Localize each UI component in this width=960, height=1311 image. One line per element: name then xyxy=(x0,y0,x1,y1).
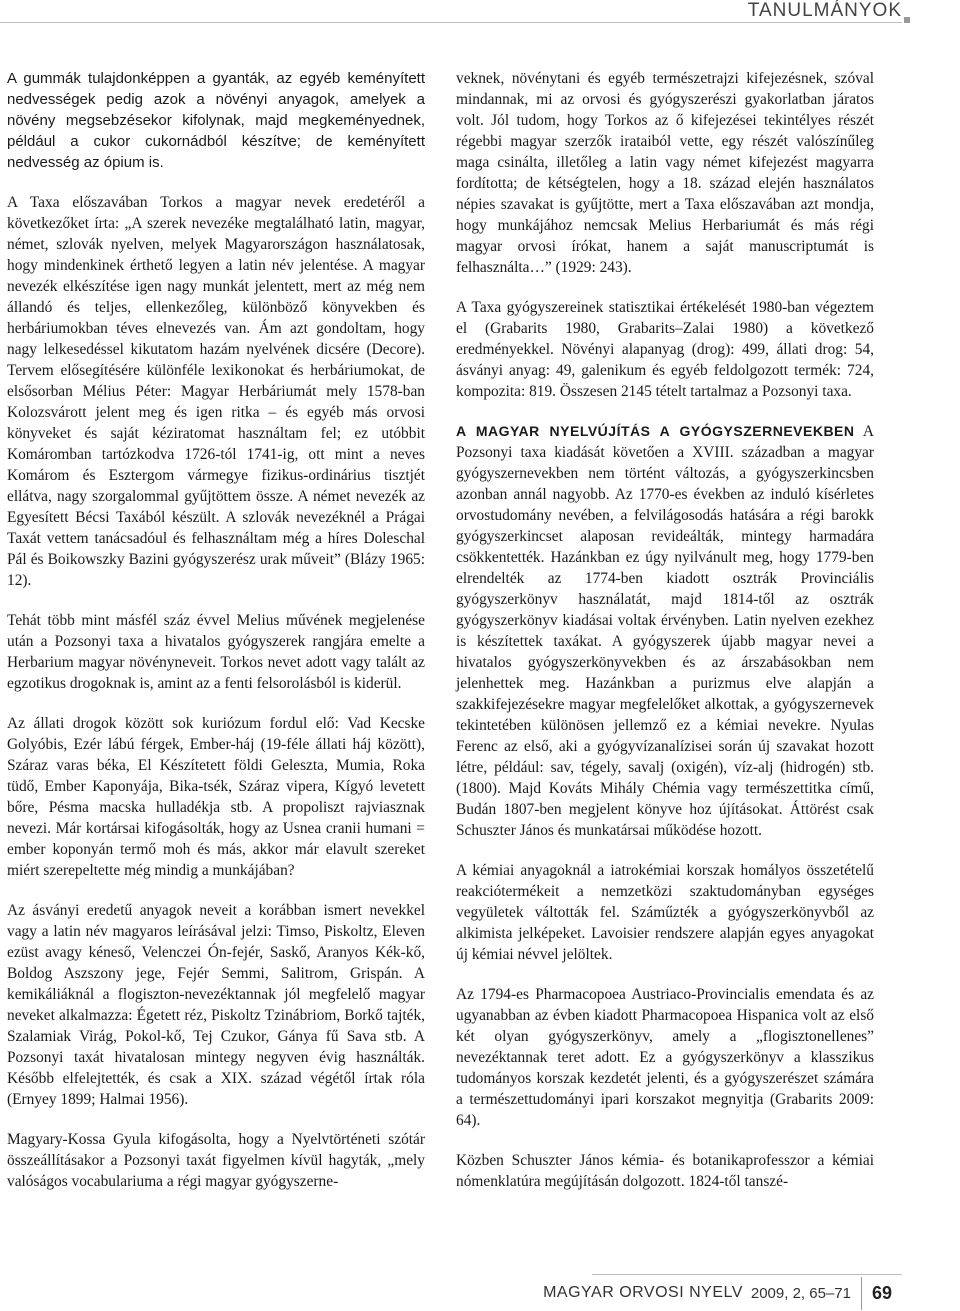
journal-name: MAGYAR ORVOSI NYELV xyxy=(543,1284,743,1301)
paragraph-melius: Tehát több mint másfél száz évvel Melius művének megjelenése után a Pozsonyi taxa a hivatalos gyógyszerek rangjára emelte a Herbarium magyar növényneveit. Torkos nevet adott vagy talált az egzotikus drogoknak is, amint az a fenti felsorolásból is kiderül. xyxy=(7,612,425,692)
running-header: TANULMÁNYOK xyxy=(747,0,902,21)
left-column xyxy=(7,68,425,1211)
right-column xyxy=(456,68,874,1211)
paragraph-magyary-kossa: Magyary-Kossa Gyula kifogásolta, hogy a Nyelvtörténeti szótár összeállításakor a Pozsonyi taxát figyelmen kívül hagyták, „mely valóságos vocabulariuma a régi magyar gyógyszerne- xyxy=(7,1131,425,1190)
paragraph-schuszter: Közben Schuszter János kémia- és botanikaprofesszor a kémiai nómenklatúra megújításán dolgozott. 1824-től tanszé- xyxy=(456,1152,874,1190)
paragraph-gummak: A gummák tulajdonképpen a gyanták, az egyéb keményített nedvességek pedig azok a növényi anyagok, amelyek a növény megsebzésekor kifolynak, majd megkeményednek, például a cukor cukornádból készítve; de keményített nedvesség az ópium is. xyxy=(7,70,425,171)
paragraph-nyelvujitas-text: A Pozsonyi taxa kiadását követően a XVIII. században a magyar gyógyszernevekben nem történt változás, a gyógyszerkincsben azonban annál nagyobb. Az 1770-es években az induló kísérletes orvostudomány nevében, a felvilágosodás hatására a régi barokk gyógyszerkincset alaposan revideálták, mintegy harmadára csökkentették. Hazánkban ez úgy nyilvánult meg, hogy 1779-ben elrendelték az 1774-ben kiadott osztrák Provinciális gyógyszerkönyv használatát, majd 1814-től az osztrák gyógyszerkönyv kiadásai voltak érvényben. Latin nyelven ezekhez is készítettek taxákat. A gyógyszerek újabb magyar nevei a hivatalos gyógyszerkönyvekben és az árszabásokban nem jelenhettek meg. Hazánkban a purizmus elve alapján a szakkifejezésekre magyar megfelelőket alkottak, a gyógyszernevek tekintetében különösen jellemző ez a kémiai nevekre. Nyulas Ferenc az első, aki a gyógyvízanalízisei során új szavakat hozott létre, például: sav, tégely, savalj (oxigén), víz-alj (hidrogén) stb. (1800). Majd Kováts Mihály Chémia vagy természettitka című, Budán 1807-ben megjelent könyve hoz újításokat. Áttörést csak Schuszter János és munkatársai működése hozott. xyxy=(456,423,874,839)
paragraph-nyelvujitas xyxy=(456,421,874,841)
paragraph-allati-drogok: Az állati drogok között sok kuriózum fordul elő: Vad Kecske Golyóbis, Ezér lábú férgek, Ember-háj (19-féle állati háj között), Száraz varas béka, El Készítetett földi Geleszta, Mumia, Roka tüdő, Ember Kaponyája, Bika-tsék, Száraz vipera, Kígyó levetett bőre, Pésma macska hulladékja stb. A propoliszt rajviasznak nevezi. Már kortársai kifogásolták, hogy az Usnea cranii humani = ember koponyán termő moh és más, akkor már elavult szereket miért szerepeltette még mindig a munkájában? xyxy=(7,715,425,879)
section-heading: A MAGYAR NYELVÚJÍTÁS A GYÓGYSZERNEVEKBEN xyxy=(456,423,855,439)
paragraph-kemiai: A kémiai anyagoknál a iatrokémiai korszak homályos összetételű reakciótermékeit a nemzetközi szaktudományban egységes vegyületek váltották fel. Száműzték a gyógyszerkönyvből az alkimista jelképeket. Lavoisier rendszere alapján egyes anyagokat új kémiai névvel jelöltek. xyxy=(456,862,874,963)
journal-reference: 2009, 2, 65–71 xyxy=(750,1284,851,1302)
paragraph-pharmacopoea: Az 1794-es Pharmacopoea Austriaco-Provincialis emendata és az ugyanabban az évben kiadott Pharmacopoea Hispanica volt az első két olyan gyógyszerkönyv, amely a „flogisztonellenes” nevezéktannak teret adott. Ez a gyógyszerkönyv a klasszikus tudományos korszak kezdetét jelenti, és a gyógyszerészet számára a természettudományi ipari korszakot megnyitja (Grabarits 2009: 64). xyxy=(456,986,874,1129)
paragraph-asvanyi: Az ásványi eredetű anyagok neveit a korábban ismert nevekkel vagy a latin név magyaros leírásával jelzi: Timso, Piskoltz, Eleven ezüst avagy kéneső, Velenczei Ón-fejér, Saskő, Aranyos Kék-kő, Boldog Aszszony jege, Fejér Semmi, Salitrom, Grispán. A kemikáliáknál a flogiszton-nevezéktannak jól megfelelő magyar neveket alkalmazza: Égetett réz, Piskoltz Tzinábriom, Borkő tajték, Szalamiak Virág, Pokol-kő, Tej Czukor, Gánya fű Sava stb. A Pozsonyi taxát hivatalosan mintegy negyven évig használták. Később elfelejtették, és csak a XIX. század végétől írtak róla (Ernyey 1899; Halmai 1956). xyxy=(7,902,425,1108)
paragraph-quote-continuation: veknek, növénytani és egyéb természetrajzi kifejezésnek, szóval mindannak, mi az orvosi és gyógyszerészi gyakorlatban járatos volt. Jól tudom, hogy Torkos az ő kifejezései tekintélyes részét régebbi magyar szerzők irataiból vette, egy részét valószínűleg maga csinálta, illetőleg a latin vagy német kifejezést magyarra fordította; de kétségtelen, hogy a 18. század elején használatos népies szavakat is gyűjtötte, mert a Taxa előszavában azt mondja, hogy munkájához nemcsak Melius Herbariumát és más régi magyar orvosi írókat, hanem a saját manuscriptumát is felhasználta…” (1929: 243). xyxy=(456,70,874,276)
header-rule xyxy=(0,22,902,23)
running-footer xyxy=(543,1275,902,1311)
paragraph-statisztika: A Taxa gyógyszereinek statisztikai értékelését 1980-ban végeztem el (Grabarits 1980, Grabarits–Zalai 1980) a következő eredményekkel. Növényi alapanyag (drog): 499, állati drog: 54, ásványi anyag: 49, galenikum és egyéb feldolgozott termék: 724, kompozita: 819. Összesen 2145 tételt tartalmaz a Pozsonyi taxa. xyxy=(456,299,874,400)
page-number: 69 xyxy=(861,1277,902,1310)
paragraph-taxa-eloszo: A Taxa előszavában Torkos a magyar nevek eredetéről a következőket írta: „A szerek nevezéke megtalálható latin, magyar, német, szlovák nyelven, melyek Magyarországon használatosak, hogy mindenkinek érthető legyen a latin név jelentése. A magyar nevezék elkészítése igen nagy munkát jelentett, mert az még nem állandó és teljes, ellenkezőleg, különböző könyvekben és herbáriumokban téves elnevezés van. Ám azt gondoltam, hogy nagy lelkesedéssel kikutatom hazám nyelvének dicsére (Decore). Tervem elősegítésére különféle lexikonokat és herbáriumokat, de elsősorban Mélius Péter: Magyar Herbáriumát mely 1578-ban Kolozsvárott jelent meg és igen ritka – és egyéb más orvosi könyveket és saját kéziratomat használtam fel; ez utóbbit Komáromban tartózkodva 1726-tól 1741-ig, ott mint a neves Komárom és Esztergom vármegye fizikus-ordinárius tisztjét ellátva, nagy szorgalommal gyűjtöttem össze. A német nevezék az Egyesített Bécsi Taxából készült. A szlovák nevezéknél a Prágai Taxát vettem tanácsadóul és felhasználtam még a híres Doleschal Pál és Boikowszky Bazini gyógyszerész urak műveit” (Blázy 1965: 12). xyxy=(7,194,425,589)
header-square-ornament xyxy=(904,17,910,23)
